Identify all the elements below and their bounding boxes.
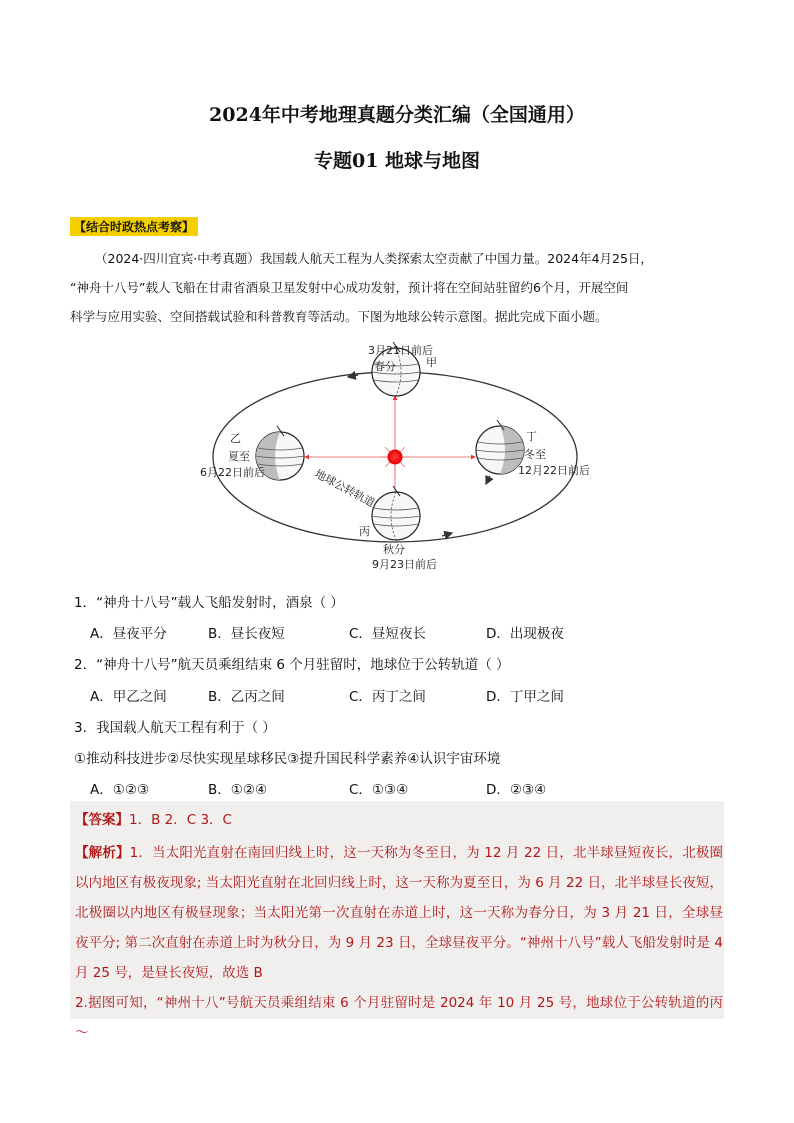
earth-bing — [372, 486, 420, 540]
option: A．昼夜平分 — [90, 626, 167, 642]
document-title: 2024年中考地理真题分类汇编（全国通用） — [209, 104, 585, 126]
label-top-term: 春分 — [374, 360, 396, 373]
label-bottom-term: 秋分 — [383, 543, 405, 556]
option: C．昼短夜长 — [349, 626, 426, 642]
label-right-date: 12月22日前后 — [518, 464, 590, 477]
label-top-date: 3月21日前后 — [368, 344, 433, 357]
label-left-date: 6月22日前后 — [200, 466, 265, 479]
option: D．丁甲之间 — [486, 689, 564, 705]
question-3-stem: 3．我国载人航天工程有利于（ ） — [74, 720, 276, 736]
section-tag: 【结合时政热点考察】 — [70, 217, 198, 236]
orbit-arrow — [442, 533, 452, 536]
label-right-term: 冬至 — [524, 448, 546, 461]
analysis-text: 1．当太阳光直射在南回归线上时，这一天称为冬至日，为 12 月 22 日，北半球昼短夜长，北极圈以内地区有极夜现象; 当太阳光直射在北回归线上时，这一天称为夏至日，为 6 月 22 日，北半球昼长夜短，北极圈以内地区有极昼现象；当太阳光第一次直射在赤道上时，这一天称为春分日，为 3 月 21 日，全球昼夜平分; 第二次直射在赤道上时为秋分日，为 9 月 23 日，全球昼夜平分。“神州十八号”载人飞船发射时是 4 月 25 号，是昼长夜短，故选 B — [75, 845, 724, 981]
question-3-statements: ①推动科技进步②尽快实现星球移民③提升国民科学素养④认识宇宙环境 — [74, 751, 501, 767]
label-jia: 甲 — [426, 356, 437, 369]
sun — [388, 450, 403, 465]
option: B．①②④ — [208, 782, 268, 798]
option: A．①②③ — [90, 782, 150, 798]
earth-orbit-diagram — [190, 336, 610, 576]
analysis-block — [75, 838, 723, 1048]
analysis-paragraph-2: 2.据图可知，“神州十八”号航天员乘组结束 6 个月驻留时是 2024 年 10 月 25 号，地球位于公转轨道的丙～ — [75, 995, 723, 1041]
label-bing: 丙 — [359, 525, 370, 538]
answer-text: 1．B 2．C 3．C — [129, 812, 232, 828]
intro-line: 科学与应用实验、空间搭载试验和科普教育等活动。下图为地球公转示意图。据此完成下面小题。 — [70, 309, 608, 324]
question-1-stem: 1．“神舟十八号”载人飞船发射时，酒泉（ ） — [74, 595, 344, 611]
option: A．甲乙之间 — [90, 689, 167, 705]
option: C．丙丁之间 — [349, 689, 426, 705]
label-orbit: 地球公转轨道 — [312, 467, 377, 510]
intro-paragraph — [70, 244, 734, 331]
option: D．出现极夜 — [486, 626, 564, 642]
analysis-paragraph-1 — [75, 838, 723, 988]
orbit-arrow — [486, 476, 490, 484]
analysis-label: 【解析】 — [75, 845, 130, 861]
option: C．①③④ — [349, 782, 409, 798]
label-bottom-date: 9月23日前后 — [372, 558, 437, 571]
option: D．②③④ — [486, 782, 547, 798]
intro-line: “神舟十八号”载人飞船在甘肃省酒泉卫星发射中心成功发射，预计将在空间站驻留约6个月，开展空间 — [70, 280, 629, 295]
label-ding: 丁 — [526, 430, 537, 443]
option: B．昼长夜短 — [208, 626, 285, 642]
answer-line — [75, 808, 232, 828]
earth-ding — [476, 420, 524, 474]
answer-label: 【答案】 — [75, 812, 129, 828]
label-yi: 乙 — [230, 432, 241, 445]
label-left-term: 夏至 — [228, 450, 250, 463]
question-2-stem: 2．“神舟十八号”航天员乘组结束 6 个月驻留时，地球位于公转轨道（ ） — [74, 657, 510, 673]
option: B．乙丙之间 — [208, 689, 285, 705]
intro-line: （2024·四川宜宾·中考真题）我国载人航天工程为人类探索太空贡献了中国力量。2024年4月25日， — [95, 251, 653, 266]
document-subtitle: 专题01 地球与地图 — [313, 150, 481, 172]
